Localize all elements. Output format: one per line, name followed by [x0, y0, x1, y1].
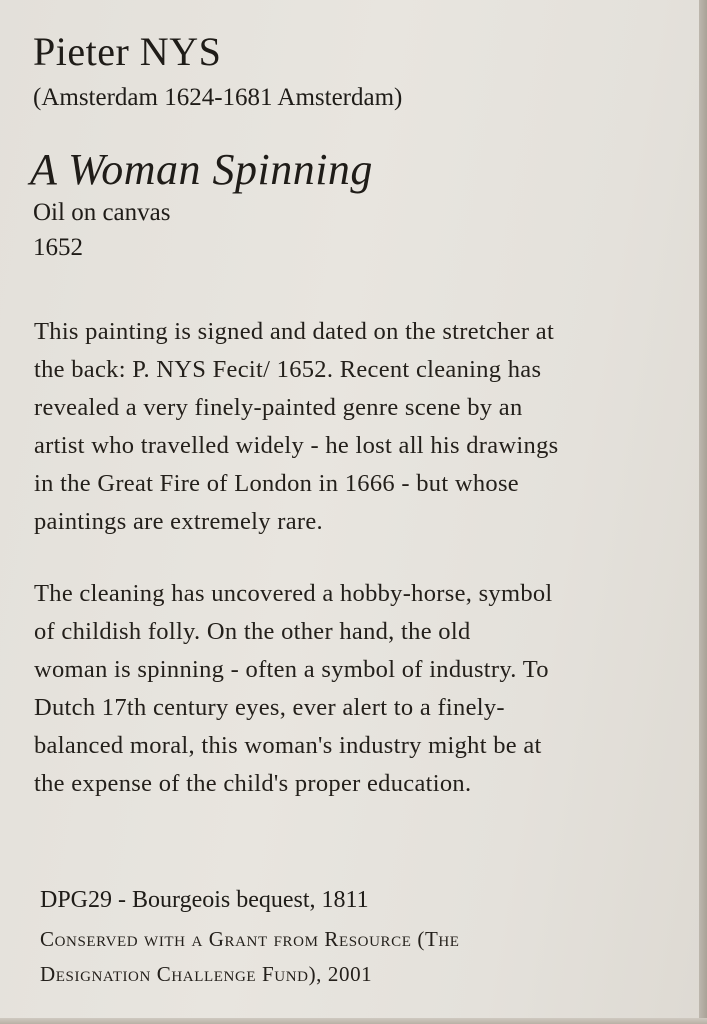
paragraph-line: woman is spinning - often a symbol of industry. To	[34, 656, 549, 683]
conservation-credit-line-1: Conserved with a Grant from Resource (The	[40, 927, 460, 951]
paragraph-line: artist who travelled widely - he lost all his drawings	[34, 432, 559, 459]
description-paragraph-1	[34, 318, 694, 546]
paragraph-line: Dutch 17th century eyes, ever alert to a finely-	[34, 694, 505, 721]
accession-credit: DPG29 - Bourgeois bequest, 1811	[40, 887, 369, 913]
card-bottom-edge	[0, 1018, 707, 1024]
artist-name: Pieter NYS	[33, 29, 222, 74]
paragraph-line: in the Great Fire of London in 1666 - but whose	[34, 470, 519, 497]
paragraph-line: the back: P. NYS Fecit/ 1652. Recent cleaning has	[34, 356, 542, 383]
conservation-credit-line-2: Designation Challenge Fund), 2001	[40, 962, 373, 986]
paragraph-line: The cleaning has uncovered a hobby-horse, symbol	[34, 580, 553, 607]
artwork-title: A Woman Spinning	[30, 145, 373, 194]
paragraph-line: This painting is signed and dated on the stretcher at	[34, 318, 555, 345]
artwork-year: 1652	[33, 234, 83, 261]
paragraph-line: balanced moral, this woman's industry might be at	[34, 732, 542, 759]
artwork-medium: Oil on canvas	[33, 199, 171, 226]
paragraph-line: of childish folly. On the other hand, the old	[34, 618, 471, 645]
card-edge-shadow	[699, 0, 707, 1024]
paragraph-line: revealed a very finely-painted genre scene by an	[34, 394, 523, 421]
paragraph-line: the expense of the child's proper education.	[34, 770, 472, 797]
description-paragraph-2	[34, 580, 694, 808]
paragraph-line: paintings are extremely rare.	[34, 508, 323, 535]
artist-dates: (Amsterdam 1624-1681 Amsterdam)	[33, 84, 403, 111]
